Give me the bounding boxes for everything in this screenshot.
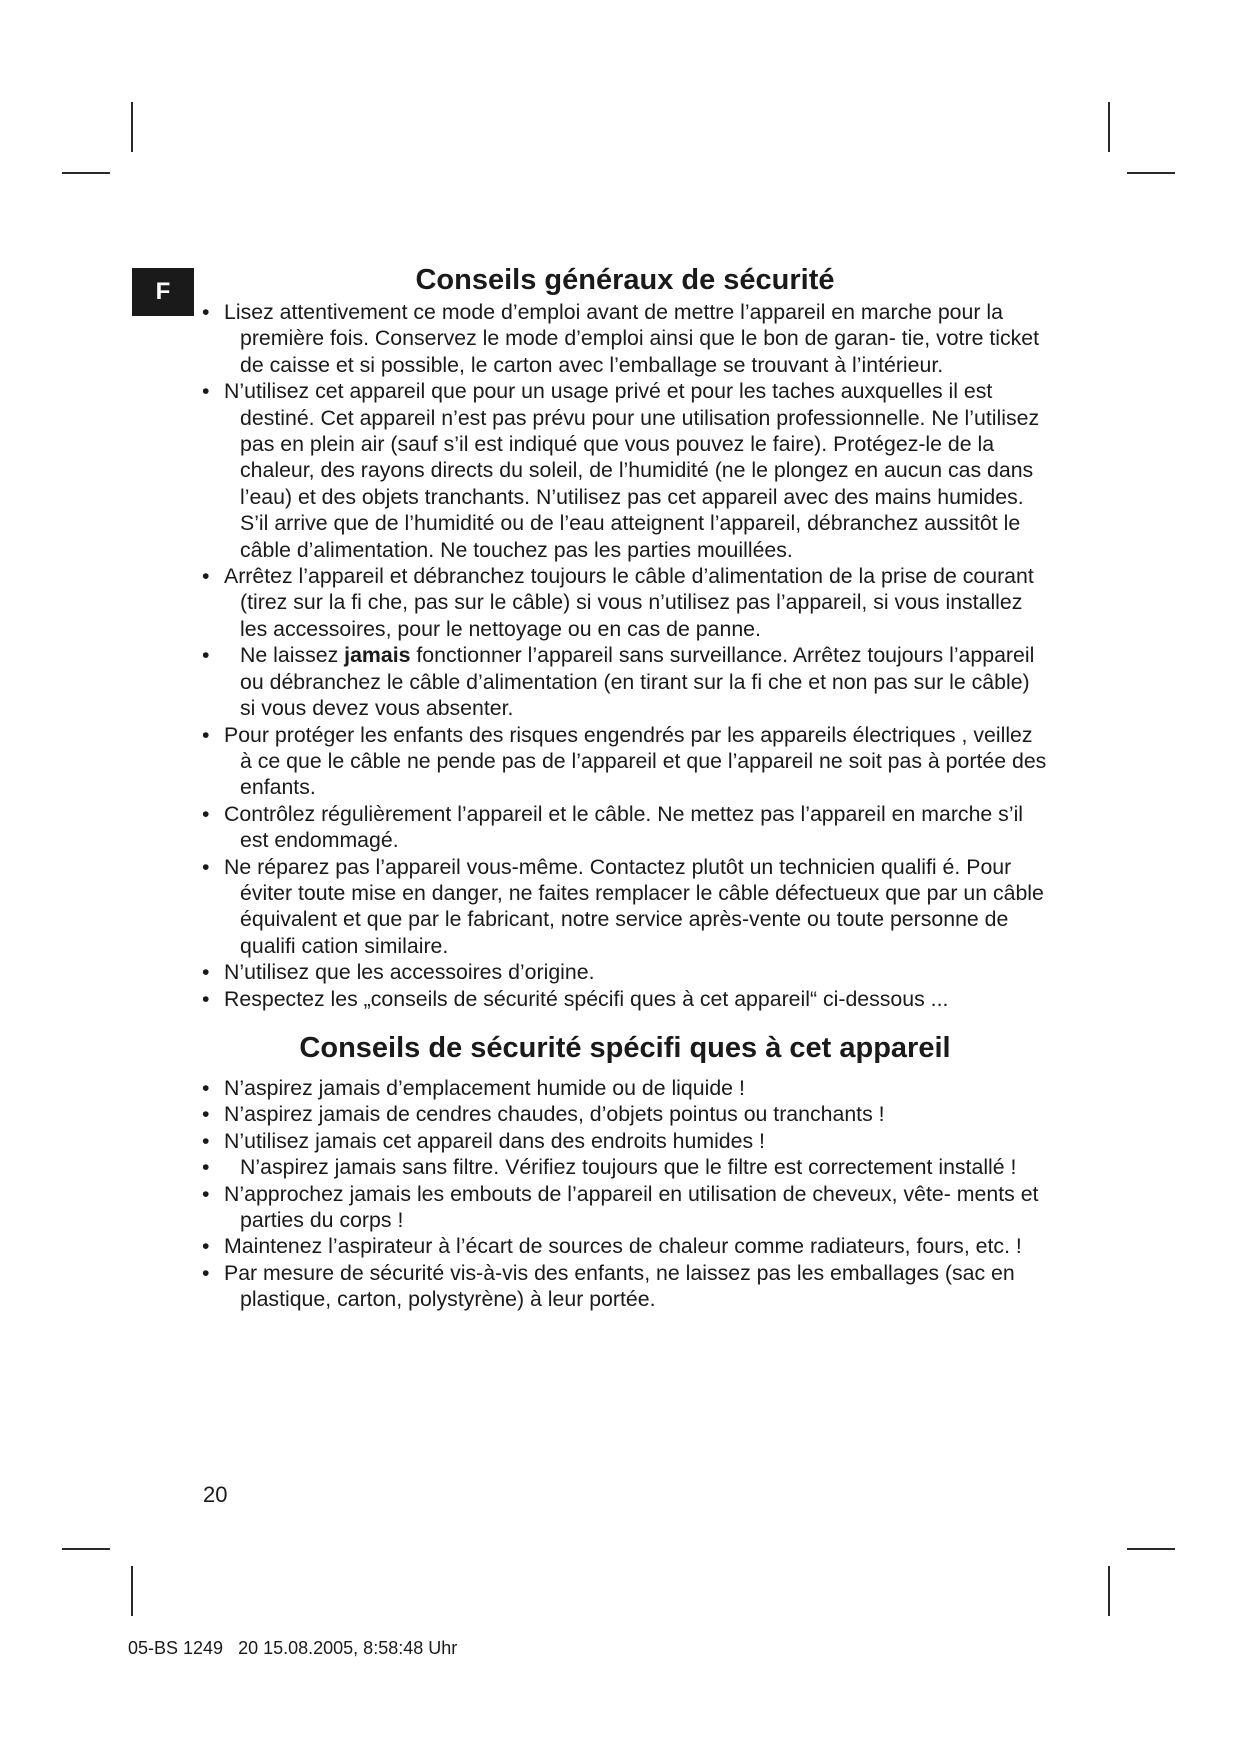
bullet-icon: •: [202, 1075, 210, 1100]
crop-mark-bottom-right-vertical: [1108, 1566, 1110, 1616]
list-item: • Lisez attentivement ce mode d’emploi avant de mettre l’appareil en marche pour la première fois. Conservez le mode d’emploi ainsi que le bon de garan- tie, votre ticket de caisse et si possible, le carton avec l’emballage se trouvant à l’intérieur.: [202, 300, 1040, 377]
bullet-icon: •: [202, 1234, 210, 1259]
list-item: • N’utilisez jamais cet appareil dans des endroits humides !: [202, 1128, 765, 1153]
bullet-icon: •: [202, 564, 210, 589]
bullet-icon: •: [202, 1102, 210, 1127]
list-item: • Par mesure de sécurité vis-à-vis des enfants, ne laissez pas les emballages (sac en plastique, carton, polystyrène) à leur portée.: [202, 1260, 1015, 1312]
list-item: • Contrôlez régulièrement l’appareil et le câble. Ne mettez pas l’appareil en marche s’il est endommagé.: [202, 801, 1024, 853]
list-item: • N’approchez jamais les embouts de l’appareil en utilisation de cheveux, vête- ments et parties du corps !: [202, 1181, 1039, 1232]
crop-mark-top-left-vertical: [131, 102, 133, 152]
section-title-specific-safety: Conseils de sécurité spécifi ques à cet appareil: [299, 1031, 951, 1064]
crop-mark-top-right-horizontal: [1127, 172, 1175, 174]
list-item: • Pour protéger les enfants des risques engendrés par les appareils électriques , veillez à ce que le câble ne pende pas de l’appareil et que l’appareil ne soit pas à portée des enfants.: [202, 722, 1047, 800]
crop-mark-bottom-left-vertical: [131, 1566, 133, 1616]
bullet-icon: •: [202, 722, 210, 747]
list-item: • Maintenez l’aspirateur à l’écart de sources de chaleur comme radiateurs, fours, etc. !: [202, 1234, 1022, 1259]
list-item: • N’utilisez cet appareil que pour un usage privé et pour les taches auxquelles il est destiné. Cet appareil n’est pas prévu pour une utilisation professionnelle. Ne l’utilisez pas en plein air (sauf s’il est indiqué que vous pouvez le faire). Protégez-le de la chaleur, des rayons directs du soleil, de l’humidité (ne le plongez en aucun cas dans l’eau) et des objets tranchants. N’utilisez pas cet appareil avec des mains humides. S’il arrive que de l’humidité ou de l’eau atteignent l’appareil, débranchez aussitôt le câble d’alimentation. Ne touchez pas les parties mouillées.: [202, 379, 1040, 562]
general-safety-list: [200, 299, 1050, 1012]
list-item: • N’aspirez jamais sans filtre. Vérifiez toujours que le filtre est correctement installé !: [202, 1155, 1017, 1180]
bullet-icon: •: [202, 379, 210, 404]
crop-mark-bottom-right-horizontal: [1127, 1548, 1175, 1550]
print-footer: 05-BS 1249 20 15.08.2005, 8:58:48 Uhr: [128, 1638, 458, 1658]
bullet-icon: •: [202, 1260, 210, 1285]
bullet-icon: •: [202, 1181, 210, 1206]
bullet-icon: •: [202, 854, 210, 879]
bullet-icon: •: [202, 801, 210, 826]
list-item: • N’aspirez jamais de cendres chaudes, d’objets pointus ou tranchants !: [202, 1102, 885, 1127]
bullet-icon: •: [202, 643, 210, 668]
bullet-icon: •: [202, 1155, 210, 1180]
bullet-icon: •: [202, 1128, 210, 1153]
crop-mark-bottom-left-horizontal: [62, 1548, 110, 1550]
bullet-icon: •: [202, 960, 210, 985]
list-item: • N’aspirez jamais d’emplacement humide ou de liquide !: [202, 1075, 745, 1100]
bullet-icon: •: [202, 986, 210, 1011]
specific-safety-list: [200, 1075, 1050, 1313]
page-number: 20: [203, 1482, 228, 1507]
list-item: • Respectez les „conseils de sécurité spécifi ques à cet appareil“ ci-dessous ...: [202, 986, 949, 1011]
language-tab: F: [132, 268, 194, 316]
page-content: [200, 262, 1050, 1313]
bullet-icon: •: [202, 300, 210, 324]
list-item: • Arrêtez l’appareil et débranchez toujours le câble d’alimentation de la prise de courant (tirez sur la fi che, pas sur le câble) si vous n’utilisez pas l’appareil, si vous installez les accessoires, pour le nettoyage ou en cas de panne.: [202, 564, 1034, 641]
crop-mark-top-left-horizontal: [62, 172, 110, 174]
emphasis-jamais: jamais: [344, 643, 411, 668]
section-title-general-safety: Conseils généraux de sécurité: [415, 264, 835, 296]
list-item: • N’utilisez que les accessoires d’origine.: [202, 960, 595, 985]
list-item: • Ne réparez pas l’appareil vous-même. Contactez plutôt un technicien qualifi é. Pour éviter toute mise en danger, ne faites remplacer le câble défectueux que par un câble équivalent et que par le fabricant, notre service après-vente ou toute personne de qualifi cation similaire.: [202, 854, 1044, 958]
crop-mark-top-right-vertical: [1108, 102, 1110, 152]
list-item: • Ne laissez jamais fonctionner l’appareil sans surveillance. Arrêtez toujours l’appareil ou débranchez le câble d’alimentation (en tirant sur la fi che et non pas sur le câble) si vous devez vous absenter.: [202, 643, 1035, 721]
